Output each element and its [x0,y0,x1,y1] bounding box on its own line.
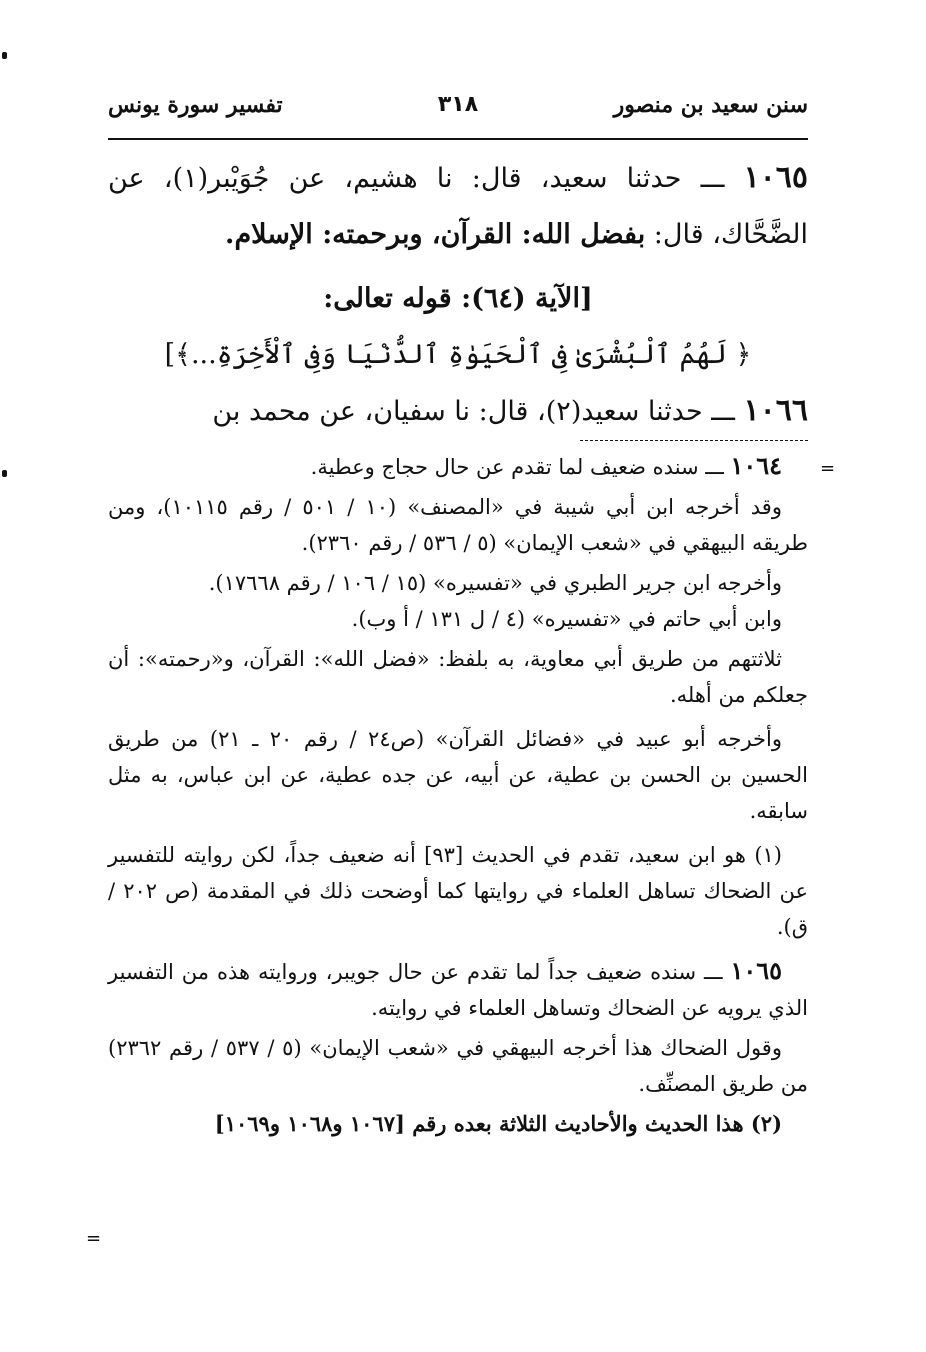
footnote-paragraph: وأخرجه أبو عبيد في «فضائل القرآن» (ص٢٤ / رقم ٢٠ ـ ٢١) من طريق الحسين بن الحسن بن عطية، عن أبيه، عن جده عطية، عن ابن عباس، به مثل سابقه. [108,727,808,823]
hadith-1065 [108,150,808,263]
hadith-text-bold: بفضل الله: القرآن، وبرحمته: الإسلام. [225,219,646,250]
section-title: تفسير سورة يونس [108,92,283,118]
footnote-paragraph: وأخرجه ابن جرير الطبري في «تفسيره» (١٥ / ١٠٦ / رقم ١٧٦٦٨). [208,571,782,595]
page-number: ٣١٨ [437,92,479,117]
footnote-paragraph [108,448,808,485]
footnote-text: ـــ سنده ضعيف لما تقدم عن حال حجاج وعطية. [310,455,731,479]
footnote-separator [580,440,808,441]
hadith-number: ١٠٦٥ [743,160,809,195]
footnote-number: ١٠٦٥ [730,956,782,985]
footnote-text: ـــ سنده ضعيف جداً لما تقدم عن حال جويبر، وروايته هذه من التفسير الذي يرويه عن الضحاك وتساهل العلماء في روايته. [108,960,808,1020]
footnote-number: ١٠٦٤ [730,451,782,480]
main-text [108,150,808,440]
hadith-1066 [108,383,808,440]
hadith-text: ـــ حدثنا سعيد، قال: نا هشيم، عن جُوَيْبر(١)، عن الضَّحَّاك، قال: [108,163,808,250]
page-header [108,92,808,132]
scan-speck [2,52,7,59]
ayah-heading: [الآية (٦٤): قوله تعالى: [323,283,593,314]
footnote-paragraph: وقول الضحاك هذا أخرجه البيهقي في «شعب الإيمان» (٥ / ٥٣٧ / رقم ٢٣٦٢) من طريق المصنِّف. [108,1036,808,1096]
quran-verse: ﴿ لَهُمُ ٱلْبُشْرَىٰ فِى ٱلْحَيَوٰةِ ٱلدُّنْيَا وَفِى ٱلْأَخِرَةِ...﴾] [164,339,752,370]
continuation-mark: = [86,1228,102,1249]
footnote-paragraph: وقد أخرجه ابن أبي شيبة في «المصنف» (١٠ / ٥٠١ / رقم ١٠١١٥)، ومن طريقه البيهقي في «شعب الإيمان» (٥ / ٥٣٦ / رقم ٢٣٦٠). [108,495,808,555]
footnote-paragraph [108,953,808,1026]
scan-speck [2,470,7,477]
hadith-text: ـــ حدثنا سعيد(٢)، قال: نا سفيان، عن محمد بن [212,396,744,427]
footnote-note-2: (٢) هذا الحديث والأحاديث الثلاثة بعده رقم [١٠٦٧ و١٠٦٨ و١٠٦٩] [214,1111,782,1136]
footnote-note-1: (١) هو ابن سعيد، تقدم في الحديث [٩٣] أنه ضعيف جداً، لكن روايته للتفسير عن الضحاك تساهل العلماء في روايتها كما أوضحت ذلك في المقدمة (ص ٢٠٢ / ق). [108,843,808,939]
hadith-number: ١٠٦٦ [743,393,808,428]
footnote-paragraph: ثلاثتهم من طريق أبي معاوية، به بلفظ: «فضل الله»: القرآن، و«رحمته»: أن جعلكم من أهله. [108,647,808,707]
header-rule [108,138,808,140]
continuation-mark: = [820,458,836,479]
footnote-paragraph: وابن أبي حاتم في «تفسيره» (٤ / ل ١٣١ / أ وب). [351,607,782,631]
footnotes [108,448,808,1142]
book-title: سنن سعيد بن منصور [613,92,808,118]
